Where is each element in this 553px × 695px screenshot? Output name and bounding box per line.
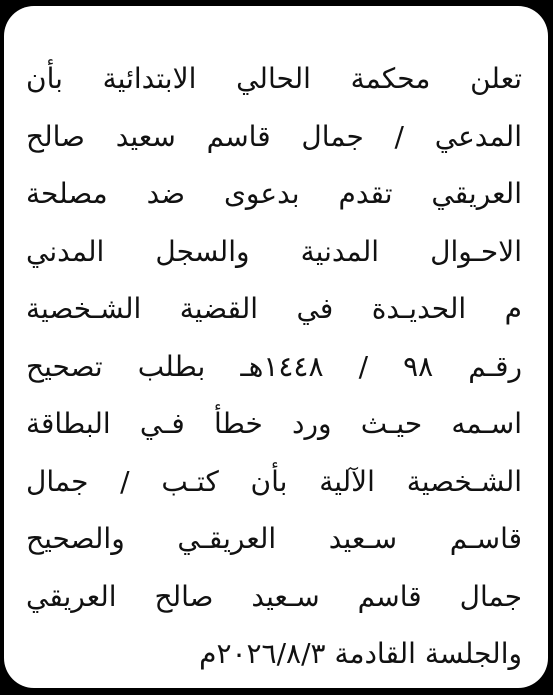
notice-line-9: قاسـم سـعيد العريقـي والصحيح	[26, 522, 522, 555]
notice-line-1: تعلن محكمة الحالي الابتدائية بأن	[26, 62, 522, 95]
notice-line-4: الاحـوال المدنية والسجل المدني	[26, 234, 522, 268]
notice-line-7: اسـمه حيـث ورد خطأ فـي البطاقة	[26, 407, 522, 440]
notice-text	[26, 50, 522, 683]
notice-line-3: العريقي تقدم بدعوى ضد مصلحة	[26, 177, 522, 210]
notice-line-8: الشـخصية الآلية بأن كتـب / جمال	[26, 464, 522, 498]
notice-line-5: م الحديـدة في القضية الشـخصية	[26, 292, 522, 325]
notice-line-6: رقـم ٩٨ / ١٤٤٨هـ بطلب تصحيح	[26, 349, 523, 383]
notice-line-11: والجلسة القادمة ٢٠٢٦/٨/٣م	[199, 637, 522, 670]
notice-line-2: المدعي / جمال قاسم سعيد صالح	[26, 119, 522, 153]
notice-line-10: جمال قاسم سـعيد صالح العريقي	[26, 579, 522, 613]
notice-card	[4, 6, 548, 688]
